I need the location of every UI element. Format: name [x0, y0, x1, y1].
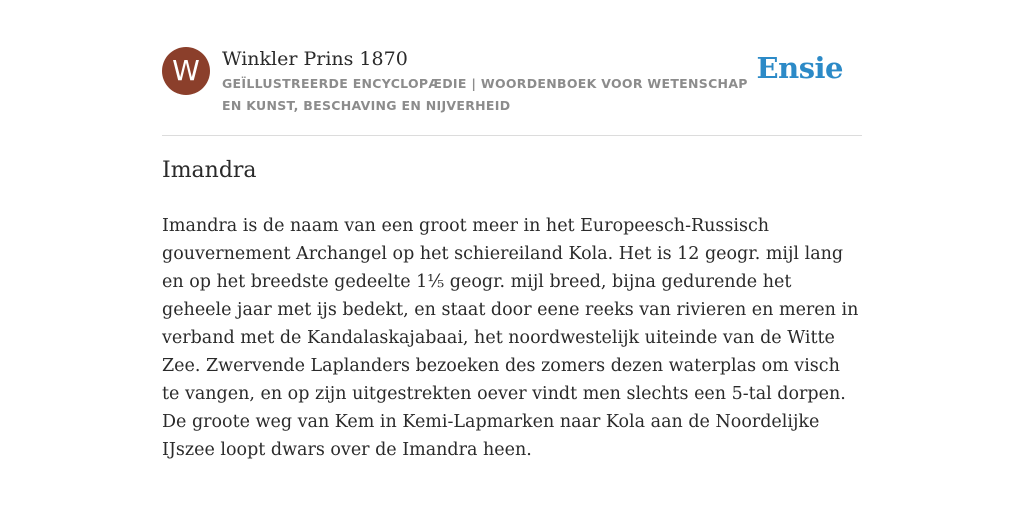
source-avatar[interactable]: W	[162, 47, 210, 95]
source-header	[162, 45, 862, 135]
header-divider	[162, 135, 862, 136]
source-title[interactable]: Winkler Prins 1870	[222, 48, 408, 70]
source-info	[222, 45, 762, 117]
ensie-logo[interactable]: Ensie	[756, 51, 843, 85]
entry-title: Imandra	[162, 158, 257, 183]
source-subtitle: GEÏLLUSTREERDE ENCYCLOPÆDIE | WOORDENBOEK VOOR WETENSCHAP EN KUNST, BESCHAVING EN NIJVERHEID	[222, 76, 748, 113]
entry-body: Imandra is de naam van een groot meer in het Europeesch-Russisch gouvernement Archangel op het schiereiland Kola. Het is 12 geogr. mijl lang en op het breedste gedeelte 1⅕ geogr. mijl breed, bijna gedurende het geheele jaar met ijs bedekt, en staat door eene reeks van rivieren en meren in verband met de Kandalaskajabaai, het noordwestelijk uiteinde van de Witte Zee. Zwervende Laplanders bezoeken des zomers dezen waterplas om visch te vangen, en op zijn uitgestrekten oever vindt men slechts een 5-tal dorpen. De groote weg van Kem in Kemi-Lapmarken naar Kola aan de Noordelijke IJszee loopt dwars over de Imandra heen.	[162, 216, 859, 460]
